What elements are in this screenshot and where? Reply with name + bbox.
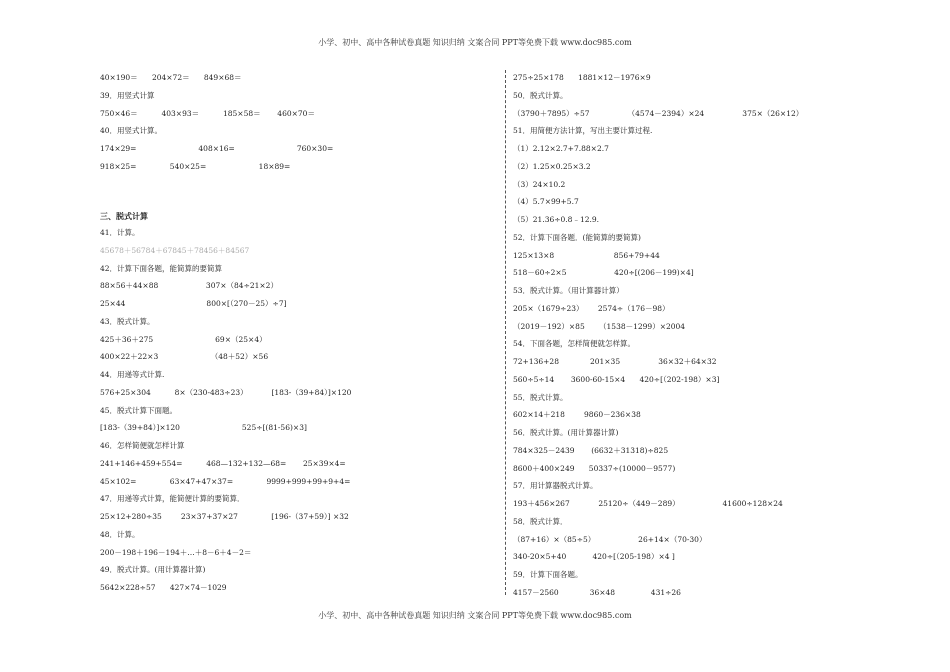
- problem-line: 340-20×5+40 420÷[（205-198）×4 ]: [513, 552, 675, 561]
- problem-heading: 48．计算。: [100, 530, 140, 539]
- column-divider: [505, 70, 506, 595]
- problem-line: （1）2.12×2.7+7.88×2.7: [513, 144, 609, 153]
- problem-heading: 45．脱式计算下面题。: [100, 406, 178, 415]
- problem-line: 193＋456×267 25120÷（449－289） 41600÷128×24: [513, 499, 783, 508]
- page-footer: 小学、初中、高中各种试卷真题 知识归纳 文案合同 PPT等免费下载 www.doc985.com: [318, 611, 632, 620]
- problem-heading: 52．计算下面各题．(能简算的要简算): [513, 233, 641, 242]
- problem-line: （3）24×10.2: [513, 180, 566, 189]
- problem-line: 560÷5÷14 3600-60-15×4 420÷[（202-198）×3]: [513, 375, 720, 384]
- problem-line: 205×（1679÷23） 2574÷（176－98）: [513, 304, 670, 313]
- problem-heading: 49．脱式计算。(用计算器计算): [100, 565, 206, 574]
- problem-heading: 50．脱式计算。: [513, 91, 568, 100]
- problem-line: 200－198＋196－194＋…＋8－6＋4－2＝: [100, 548, 252, 557]
- problem-heading: 56．脱式计算。(用计算器计算): [513, 428, 619, 437]
- problem-line: 25×12+280÷35 23×37+37×27 [196-（37+59）] ×32: [100, 512, 349, 521]
- problem-line: （4）5.7×99+5.7: [513, 197, 579, 206]
- problem-line: 72+136+28 201×35 36×32＋64×32: [513, 357, 717, 366]
- problem-heading: 51．用简便方法计算，写出主要计算过程.: [513, 126, 653, 135]
- problem-line: 174×29= 408×16= 760×30=: [100, 144, 334, 153]
- problem-line: 40×190＝ 204×72＝ 849×68＝: [100, 73, 242, 82]
- problem-heading: 46．怎样简便就怎样计算: [100, 441, 185, 450]
- problem-line: 602×14＋218 9860－236×38: [513, 410, 641, 419]
- problem-line: 5642×228÷57 427×74－1029: [100, 583, 227, 592]
- problem-heading: 57．用计算器脱式计算。: [513, 481, 598, 490]
- problem-heading: 47．用递等式计算，能简便计算的要简算．: [100, 494, 245, 503]
- problem-line: 88×56＋44×88 307×（84÷21×2）: [100, 281, 278, 290]
- problem-heading: 43．脱式计算。: [100, 317, 155, 326]
- problem-line: （5）21.36÷0.8﹣12.9.: [513, 215, 600, 224]
- problem-heading: 42．计算下面各题，能简算的要简算: [100, 264, 223, 273]
- problem-line: 425＋36＋275 69×（25×4）: [100, 335, 267, 344]
- problem-line: 275÷25×178 1881×12－1976×9: [513, 73, 651, 82]
- problem-line: 25×44 800×[（270－25）÷7]: [100, 299, 287, 308]
- problem-heading: 44．用递等式计算.: [100, 370, 165, 379]
- problem-heading: 59．计算下面各题。: [513, 570, 583, 579]
- problem-line: 518－60÷2×5 420÷[(206－199)×4]: [513, 268, 694, 277]
- problem-line: 576+25×304 8×（230-483÷23） [183-（39+84）]×120: [100, 388, 352, 397]
- problem-line: 45×102= 63×47+47×37= 9999+999+99+9+4=: [100, 477, 351, 486]
- problem-line: （2）1.25×0.25×3.2: [513, 162, 591, 171]
- page-header: 小学、初中、高中各种试卷真题 知识归纳 文案合同 PPT等免费下载 www.doc985.com: [318, 38, 632, 47]
- problem-line: 400×22＋22×3 （48＋52）×56: [100, 352, 269, 361]
- problem-heading: 58．脱式计算．: [513, 517, 568, 526]
- problem-line: 125×13×8 856+79+44: [513, 251, 660, 260]
- problem-line: （87+16）×（85÷5） 26+14×（70-30）: [513, 535, 707, 544]
- problem-line: 8600＋400×249 50337÷(10000－9577): [513, 464, 676, 473]
- problem-heading: 53．脱式计算。（用计算器计算）: [513, 286, 624, 295]
- problem-line: [183-（39+84）]×120 525÷[(81-56)×3]: [100, 423, 307, 432]
- problem-line: 241+146+459+554= 468—132+132—68= 25×39×4=: [100, 459, 346, 468]
- problem-line: 750×46＝ 403×93＝ 185×58＝ 460×70＝: [100, 109, 315, 118]
- problem-line: （3790＋7895）÷57 （4574－2394）×24 375×（26×12）: [513, 109, 804, 118]
- problem-line: 45678＋56784＋67845＋78456＋84567: [100, 246, 250, 255]
- section-title: 三、脱式计算: [100, 211, 148, 221]
- problem-heading: 40．用竖式计算。: [100, 126, 163, 135]
- problem-line: 4157－2560 36×48 431÷26: [513, 588, 681, 597]
- problem-line: （2019－192）×85 （1538－1299）×2004: [513, 322, 686, 331]
- problem-line: 784×325－2439 (6632＋31318)÷825: [513, 446, 669, 455]
- problem-heading: 39．用竖式计算: [100, 91, 155, 100]
- problem-heading: 54．下面各题，怎样简便就怎样算。: [513, 339, 636, 348]
- problem-heading: 55．脱式计算。: [513, 393, 568, 402]
- problem-line: 918×25= 540×25= 18×89=: [100, 162, 291, 171]
- problem-heading: 41．计算。: [100, 228, 140, 237]
